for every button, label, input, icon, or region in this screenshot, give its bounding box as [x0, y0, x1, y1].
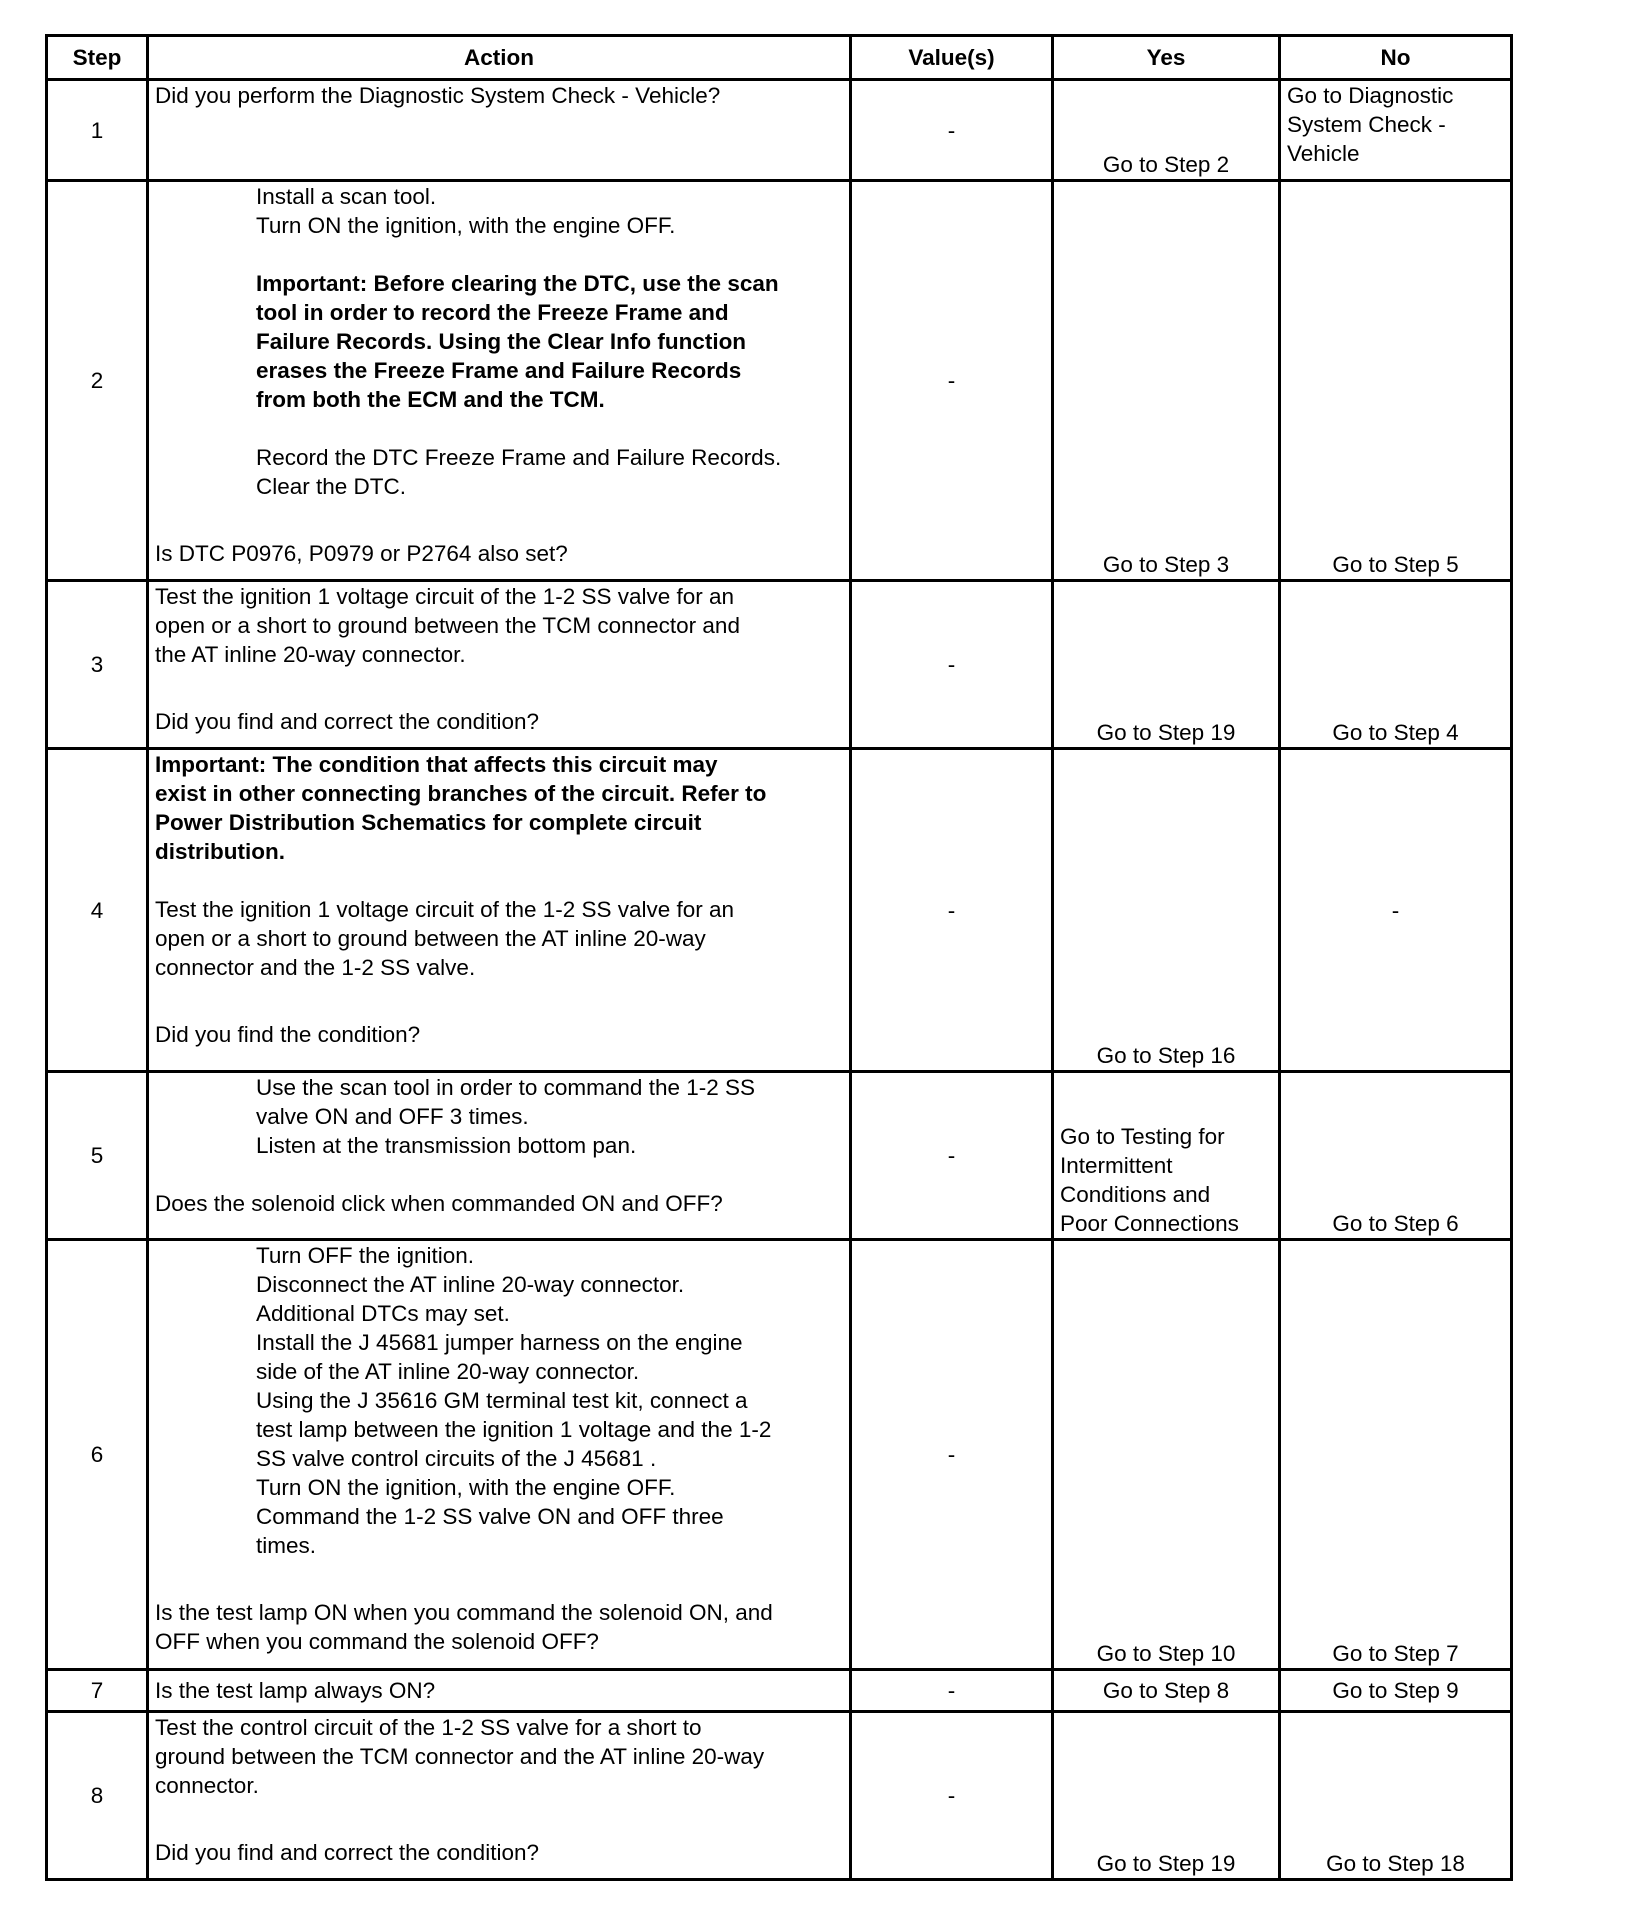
table-row — [47, 1670, 1512, 1712]
action-substep: Install the J 45681 jumper harness on the engine — [256, 1330, 743, 1355]
no-cell: Go to Step 18 — [1280, 1712, 1512, 1880]
table-row — [47, 1240, 1512, 1670]
table-row — [47, 749, 1512, 1072]
important-note: Failure Records. Using the Clear Info function — [256, 329, 747, 354]
action-substep: Turn ON the ignition, with the engine OFF. — [256, 1475, 676, 1500]
yes-cell: Go to Step 3 — [1053, 181, 1280, 581]
important-note: Important: The condition that affects this circuit may — [155, 752, 718, 777]
no-cell: Go to Step 7 — [1280, 1240, 1512, 1670]
action-question: Did you perform the Diagnostic System Check - Vehicle? — [155, 83, 721, 108]
step-number: 7 — [47, 1670, 148, 1712]
no-cell: Go to Step 5 — [1280, 181, 1512, 581]
table-row — [47, 581, 1512, 749]
action-substep: Use the scan tool in order to command the 1-2 SS — [256, 1075, 756, 1100]
table-header-row — [47, 36, 1512, 80]
step-number: 4 — [47, 749, 148, 1072]
value-cell: - — [851, 1072, 1053, 1240]
important-note: Power Distribution Schematics for complete circuit — [155, 810, 702, 835]
step-number: 2 — [47, 181, 148, 581]
action-text: open or a short to ground between the TCM connector and — [155, 613, 740, 638]
value-cell: - — [851, 1712, 1053, 1880]
action-question: Is the test lamp ON when you command the solenoid ON, and — [155, 1600, 773, 1625]
action-substep: Install a scan tool. — [256, 184, 437, 209]
action-substep: Additional DTCs may set. — [256, 1301, 510, 1326]
action-cell — [148, 1670, 851, 1712]
header-values: Value(s) — [851, 36, 1053, 80]
action-substep: test lamp between the ignition 1 voltage and the 1-2 — [256, 1417, 772, 1442]
yes-cell: Go to Step 10 — [1053, 1240, 1280, 1670]
action-text: the AT inline 20-way connector. — [155, 642, 466, 667]
action-substep: times. — [256, 1533, 317, 1558]
action-question: Did you find and correct the condition? — [155, 1840, 539, 1865]
action-substep: valve ON and OFF 3 times. — [256, 1104, 529, 1129]
important-note: erases the Freeze Frame and Failure Records — [256, 358, 742, 383]
step-number: 6 — [47, 1240, 148, 1670]
important-note: Important: Before clearing the DTC, use the scan — [256, 271, 779, 296]
action-text: connector and the 1-2 SS valve. — [155, 955, 476, 980]
yes-cell: Go to Step 19 — [1053, 1712, 1280, 1880]
table-row — [47, 1712, 1512, 1880]
action-text: open or a short to ground between the AT inline 20-way — [155, 926, 706, 951]
value-cell: - — [851, 581, 1053, 749]
value-cell: - — [851, 80, 1053, 181]
table-row — [47, 181, 1512, 581]
action-substep: Turn ON the ignition, with the engine OFF. — [256, 213, 676, 238]
table-row — [47, 1072, 1512, 1240]
action-substep: Command the 1-2 SS valve ON and OFF three — [256, 1504, 724, 1529]
important-note: exist in other connecting branches of the circuit. Refer to — [155, 781, 767, 806]
action-substep: Clear the DTC. — [256, 474, 407, 499]
action-cell — [148, 1072, 851, 1240]
value-cell: - — [851, 181, 1053, 581]
header-step: Step — [47, 36, 148, 80]
value-cell: - — [851, 749, 1053, 1072]
action-text: connector. — [155, 1773, 259, 1798]
action-substep: SS valve control circuits of the J 45681 . — [256, 1446, 657, 1471]
header-action: Action — [148, 36, 851, 80]
step-number: 1 — [47, 80, 148, 181]
no-cell: Go to Diagnostic System Check - Vehicle — [1280, 80, 1512, 181]
yes-cell: Go to Step 19 — [1053, 581, 1280, 749]
action-question: Does the solenoid click when commanded ON and OFF? — [155, 1191, 723, 1216]
yes-cell: Go to Step 16 — [1053, 749, 1280, 1072]
action-text: Test the ignition 1 voltage circuit of the 1-2 SS valve for an — [155, 897, 735, 922]
action-cell — [148, 1240, 851, 1670]
action-question: Is DTC P0976, P0979 or P2764 also set? — [155, 541, 568, 566]
action-question: Is the test lamp always ON? — [155, 1678, 436, 1703]
no-cell: Go to Step 9 — [1280, 1670, 1512, 1712]
important-note: distribution. — [155, 839, 285, 864]
action-substep: Listen at the transmission bottom pan. — [256, 1133, 637, 1158]
action-cell — [148, 181, 851, 581]
action-substep: Turn OFF the ignition. — [256, 1243, 475, 1268]
action-substep: Disconnect the AT inline 20-way connector. — [256, 1272, 685, 1297]
no-cell: - — [1280, 749, 1512, 1072]
no-cell: Go to Step 4 — [1280, 581, 1512, 749]
action-text: Test the control circuit of the 1-2 SS valve for a short to — [155, 1715, 702, 1740]
header-yes: Yes — [1053, 36, 1280, 80]
action-cell — [148, 581, 851, 749]
action-cell — [148, 749, 851, 1072]
yes-cell: Go to Testing for Intermittent Conditions and Poor Connections — [1053, 1072, 1280, 1240]
no-cell: Go to Step 6 — [1280, 1072, 1512, 1240]
yes-cell: Go to Step 2 — [1053, 80, 1280, 181]
step-number: 3 — [47, 581, 148, 749]
diagnostic-table — [45, 34, 1513, 1881]
important-note: tool in order to record the Freeze Frame and — [256, 300, 729, 325]
action-substep: side of the AT inline 20-way connector. — [256, 1359, 640, 1384]
action-substep: Record the DTC Freeze Frame and Failure Records. — [256, 445, 782, 470]
important-note: from both the ECM and the TCM. — [256, 387, 605, 412]
value-cell: - — [851, 1240, 1053, 1670]
action-substep: Using the J 35616 GM terminal test kit, connect a — [256, 1388, 748, 1413]
action-question: OFF when you command the solenoid OFF? — [155, 1629, 599, 1654]
step-number: 8 — [47, 1712, 148, 1880]
action-text: Test the ignition 1 voltage circuit of the 1-2 SS valve for an — [155, 584, 735, 609]
step-number: 5 — [47, 1072, 148, 1240]
action-text: ground between the TCM connector and the AT inline 20-way — [155, 1744, 765, 1769]
header-no: No — [1280, 36, 1512, 80]
action-cell — [148, 1712, 851, 1880]
action-question: Did you find the condition? — [155, 1022, 421, 1047]
yes-cell: Go to Step 8 — [1053, 1670, 1280, 1712]
action-question: Did you find and correct the condition? — [155, 709, 539, 734]
value-cell: - — [851, 1670, 1053, 1712]
table-row — [47, 80, 1512, 181]
action-cell — [148, 80, 851, 181]
